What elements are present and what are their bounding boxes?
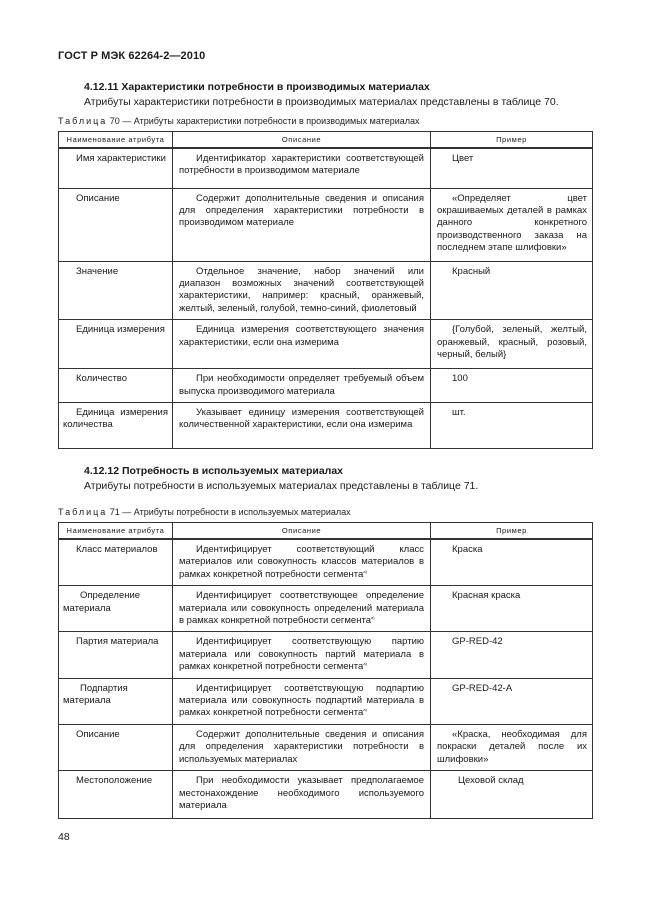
row-example: GP-RED-42-A <box>431 678 593 724</box>
description-text: При необходимости указывает предполагаемое местонахождение необходимого используемого материала <box>179 775 424 811</box>
row-attribute-name: Единица измерения количества <box>59 402 173 448</box>
column-header-example: Пример <box>431 523 593 540</box>
table-row <box>59 261 593 320</box>
row-description <box>173 632 431 678</box>
row-description: Указывает единицу измерения соответствующей количественной характеристики, если она измерима <box>173 402 431 448</box>
row-example: «Краска, необходимая для покраски деталей после их шлифовки» <box>431 724 593 770</box>
row-description <box>173 678 431 724</box>
row-description: Единица измерения соответствующего значения характеристики, если она измерима <box>173 320 431 369</box>
row-description <box>173 724 431 770</box>
row-example: {Голубой, зеленый, желтый, оранжевый, красный, розовый, черный, белый} <box>431 320 593 369</box>
row-example: Красная краска <box>431 586 593 632</box>
table-row <box>59 771 593 819</box>
row-description <box>173 586 431 632</box>
description-text: Идентифицирует соответствующее определение материала или совокупность определений материала в рамках конкретной потребности сегмента <box>179 590 424 627</box>
column-header-name: Наименование атрибута <box>59 132 173 149</box>
table-71 <box>58 522 593 819</box>
table-70-caption <box>58 116 420 126</box>
row-description: Отдельное значение, набор значений или диапазон возможных значений соответствующей характеристики, например: красный, оранжевый, желтый, зеленый, голубой, темно-синий, фиолетовый <box>173 261 431 320</box>
row-example: 100 <box>431 369 593 403</box>
table-row <box>59 402 593 448</box>
row-example: Краска <box>431 539 593 586</box>
description-text: Идентифицирует соответствующую подпартию материала или совокупность подпартий материала в рамках конкретной потребности сегмента <box>179 682 424 719</box>
table-row <box>59 320 593 369</box>
row-attribute-name: Имя характеристики <box>59 148 173 188</box>
table-row <box>59 632 593 678</box>
table-row <box>59 586 593 632</box>
column-header-description: Описание <box>173 523 431 540</box>
table-row <box>59 678 593 724</box>
row-description <box>173 771 431 819</box>
table-header-row <box>59 132 593 149</box>
table-row <box>59 369 593 403</box>
row-attribute-name: Класс материалов <box>59 539 173 586</box>
footnote-marker: а) <box>363 707 367 713</box>
section-title-4-12-12: 4.12.12 Потребность в используемых материалах <box>84 465 344 477</box>
row-attribute-name: Определение материала <box>59 586 173 632</box>
row-attribute-name: Количество <box>59 369 173 403</box>
footnote-marker: а) <box>363 661 367 667</box>
row-attribute-name: Значение <box>59 261 173 320</box>
row-description: Содержит дополнительные сведения и описания для определения характеристики потребности в производимом материале <box>173 188 431 261</box>
table-71-caption <box>58 507 351 517</box>
row-attribute-name: Партия материала <box>59 632 173 678</box>
section-intro-4-12-11: Атрибуты характеристики потребности в производимых материалах представлены в таблице 70. <box>84 96 559 108</box>
page-number: 48 <box>58 831 70 843</box>
row-attribute-name: Описание <box>59 188 173 261</box>
table-header-row <box>59 523 593 540</box>
description-text: Идентифицирует соответствующий класс материалов или совокупность классов материалов в рамках конкретной потребности сегмента <box>179 544 424 580</box>
row-attribute-name: Местоположение <box>59 771 173 819</box>
row-example: шт. <box>431 402 593 448</box>
table-70 <box>58 131 593 449</box>
footnote-marker: а) <box>363 568 367 574</box>
row-description: При необходимости определяет требуемый объем выпуска производимого материала <box>173 369 431 403</box>
row-description <box>173 539 431 586</box>
row-example: Цеховой склад <box>431 771 593 819</box>
table-caption-prefix: Таблица <box>58 507 108 517</box>
row-description: Идентификатор характеристики соответствующей потребности в производимом материале <box>173 148 431 188</box>
table-row <box>59 539 593 586</box>
section-intro-4-12-12: Атрибуты потребности в используемых материалах представлены в таблице 71. <box>84 480 479 492</box>
description-text: Идентифицирует соответствующую партию материала или совокупность партий материала в рамках конкретной потребности сегмента <box>179 636 424 673</box>
row-attribute-name: Описание <box>59 724 173 770</box>
row-example: «Определяет цвет окрашиваемых деталей в рамках данного конкретного производственного заказа на последнем этапе шлифовки» <box>431 188 593 261</box>
document-header: ГОСТ Р МЭК 62264-2—2010 <box>58 50 206 62</box>
table-caption-text: 70 — Атрибуты характеристики потребности в производимых материалах <box>107 116 420 126</box>
table-row <box>59 188 593 261</box>
row-attribute-name: Подпартия материала <box>59 678 173 724</box>
footnote-marker: а) <box>371 615 375 621</box>
row-attribute-name: Единица измерения <box>59 320 173 369</box>
table-row <box>59 724 593 770</box>
column-header-description: Описание <box>173 132 431 149</box>
table-caption-prefix: Таблица <box>58 116 108 126</box>
description-text: Содержит дополнительные сведения и описания для определения характеристики потребности в используемых материалах <box>179 728 424 765</box>
column-header-example: Пример <box>431 132 593 149</box>
section-title-4-12-11: 4.12.11 Характеристики потребности в производимых материалах <box>84 81 430 93</box>
column-header-name: Наименование атрибута <box>59 523 173 540</box>
table-row <box>59 148 593 188</box>
row-example: Красный <box>431 261 593 320</box>
row-example: Цвет <box>431 148 593 188</box>
table-caption-text: 71 — Атрибуты потребности в используемых материалах <box>107 507 351 517</box>
row-example: GP-RED-42 <box>431 632 593 678</box>
